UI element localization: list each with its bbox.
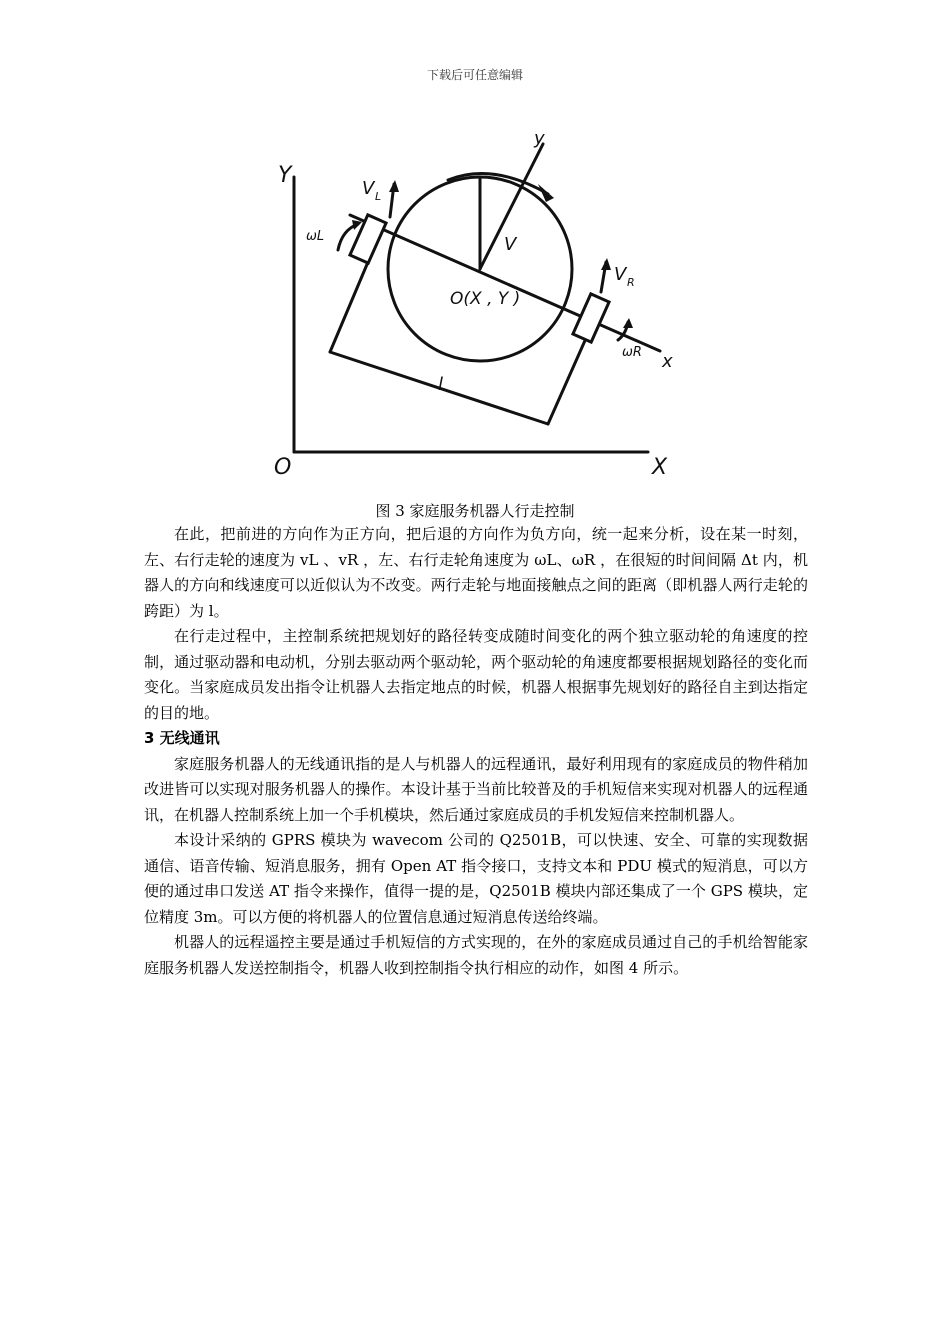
paragraph-control: 在行走过程中，主控制系统把规划好的路径转变成随时间变化的两个独立驱动轮的角速度的控制，通过驱动器和电动机，分别去驱动两个驱动轮，两个驱动轮的角速度都要根据规划路径的变化而变化。当家庭成员发出指令让机器人去指定地点的时候，机器人根据事先规划好的路径自主到达指定的目的地。 (144, 627, 808, 722)
wl-label: ωL (306, 229, 325, 244)
local-x-label: x (662, 351, 673, 372)
vl-label: V (362, 178, 375, 199)
vl-subscript: L (375, 190, 382, 203)
wr-label: ωR (622, 345, 642, 360)
page-header: 下载后可任意编辑 (426, 68, 523, 82)
local-y-label: y (534, 128, 545, 149)
vr-subscript: R (627, 276, 635, 289)
paragraph-remote-control: 机器人的远程遥控主要是通过手机短信的方式实现的，在外的家庭成员通过自己的手机给智能家庭服务机器人发送控制指令，机器人收到控制指令执行相应的动作，如图 4 所示。 (144, 933, 808, 977)
center-label: O(X , Y ) (450, 289, 521, 309)
origin-label: O (274, 455, 292, 480)
robot-kinematics-diagram (258, 122, 678, 487)
document-body (144, 522, 808, 981)
figure-caption: 图 3 家庭服务机器人行走控制 (375, 502, 575, 520)
paragraph-wireless-intro: 家庭服务机器人的无线通讯指的是人与机器人的远程通讯，最好利用现有的家庭成员的物件稍加改进皆可以实现对服务机器人的操作。本设计基于当前比较普及的手机短信来实现对机器人的远程通讯，在机器人控制系统上加一个手机模块，然后通过家庭成员的手机发短信来控制机器人。 (144, 754, 808, 824)
wheelbase-label: l (438, 374, 444, 395)
y-axis-label: Y (278, 163, 292, 188)
paragraph-kinematics: 在此，把前进的方向作为正方向，把后退的方向作为负方向，统一起来分析，设在某一时刻，左、右行走轮的速度为 vL 、vR ，左、右行走轮角速度为 ωL、ωR ，在很短的时间间隔 Δt 内，机器人的方向和线速度可以近似认为不改变。两行走轮与地面接触点之间的距离（即机器人两行走轮的跨距）为 l。 (144, 525, 808, 620)
vr-label: V (614, 264, 627, 285)
section-heading: 3 无线通讯 (144, 729, 220, 747)
velocity-label: V (504, 234, 517, 255)
paragraph-gprs-module: 本设计采纳的 GPRS 模块为 wavecom 公司的 Q2501B，可以快速、安全、可靠的实现数据通信、语音传输、短消息服务，拥有 Open AT 指令接口，支持文本和 PDU 模式的短消息，可以方便的通过串口发送 AT 指令来操作，值得一提的是，Q2501B 模块内部还集成了一个 GPS 模块，定位精度 3m。可以方便的将机器人的位置信息通过短消息传送给终端。 (144, 831, 808, 926)
x-axis-label: X (652, 455, 668, 480)
